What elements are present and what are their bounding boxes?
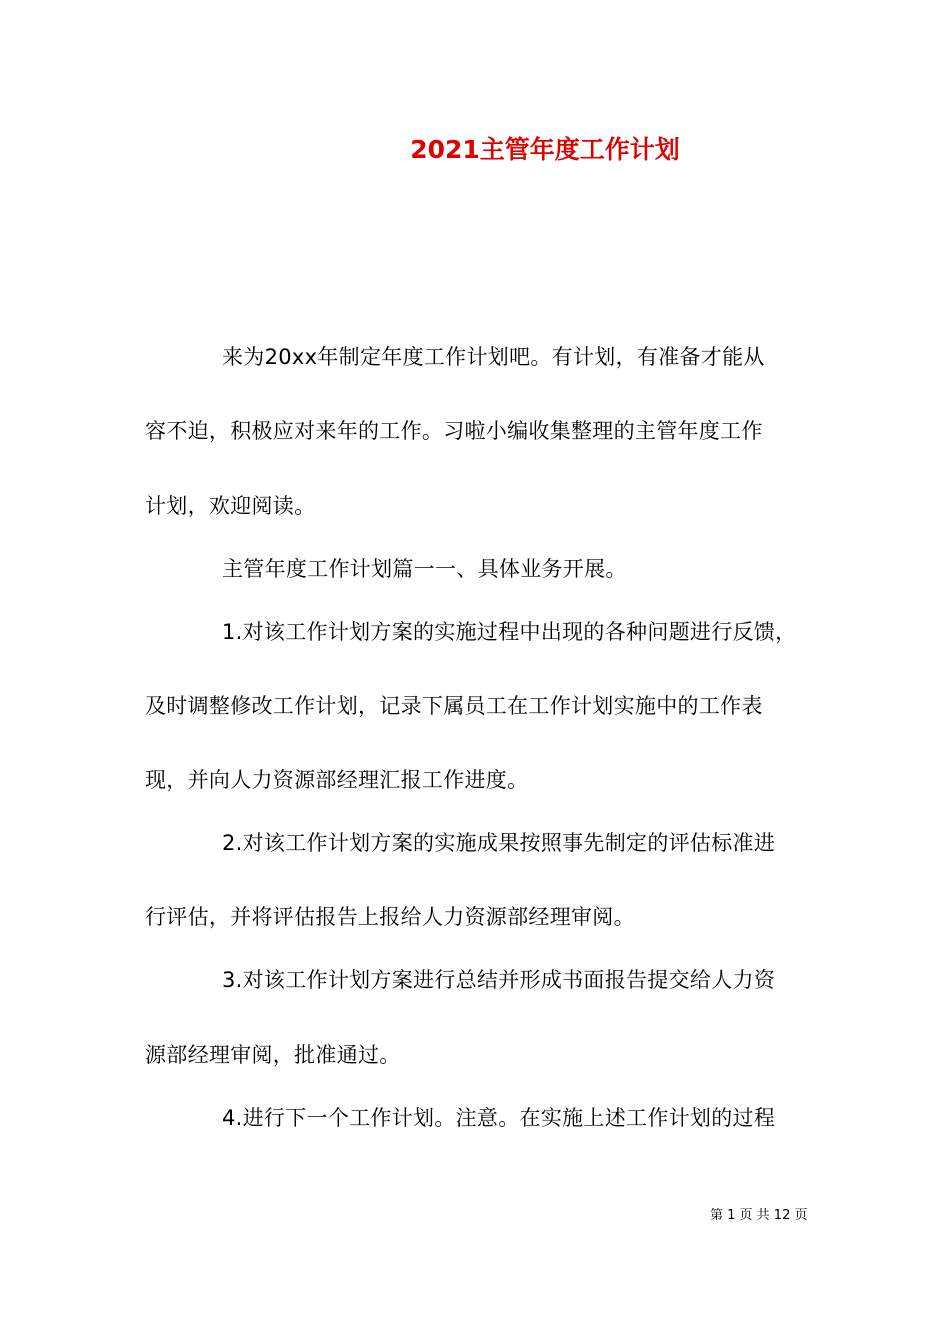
paragraph-line: 行评估，并将评估报告上报给人力资源部经理审阅。	[145, 905, 635, 929]
paragraph-line: 来为20xx年制定年度工作计划吧。有计划，有准备才能从	[222, 345, 765, 369]
paragraph-line: 1.对该工作计划方案的实施过程中出现的各种问题进行反馈，	[222, 620, 797, 644]
paragraph-line: 源部经理审阅，批准通过。	[145, 1043, 401, 1067]
page-number-footer: 第 1 页 共 12 页	[710, 1208, 808, 1223]
paragraph-line: 2.对该工作计划方案的实施成果按照事先制定的评估标准进	[222, 831, 776, 855]
paragraph-line: 计划，欢迎阅读。	[145, 494, 316, 518]
paragraph-line: 3.对该工作计划方案进行总结并形成书面报告提交给人力资	[222, 968, 776, 992]
paragraph-line: 主管年度工作计划篇一一、具体业务开展。	[222, 557, 627, 581]
paragraph-line: 容不迫，积极应对来年的工作。习啦小编收集整理的主管年度工作	[145, 419, 763, 443]
paragraph-line: 现，并向人力资源部经理汇报工作进度。	[145, 768, 529, 792]
paragraph-line: 4.进行下一个工作计划。注意。在实施上述工作计划的过程	[222, 1106, 776, 1130]
paragraph-line: 及时调整修改工作计划，记录下属员工在工作计划实施中的工作表	[145, 694, 763, 718]
document-title: 2021主管年度工作计划	[410, 135, 680, 164]
